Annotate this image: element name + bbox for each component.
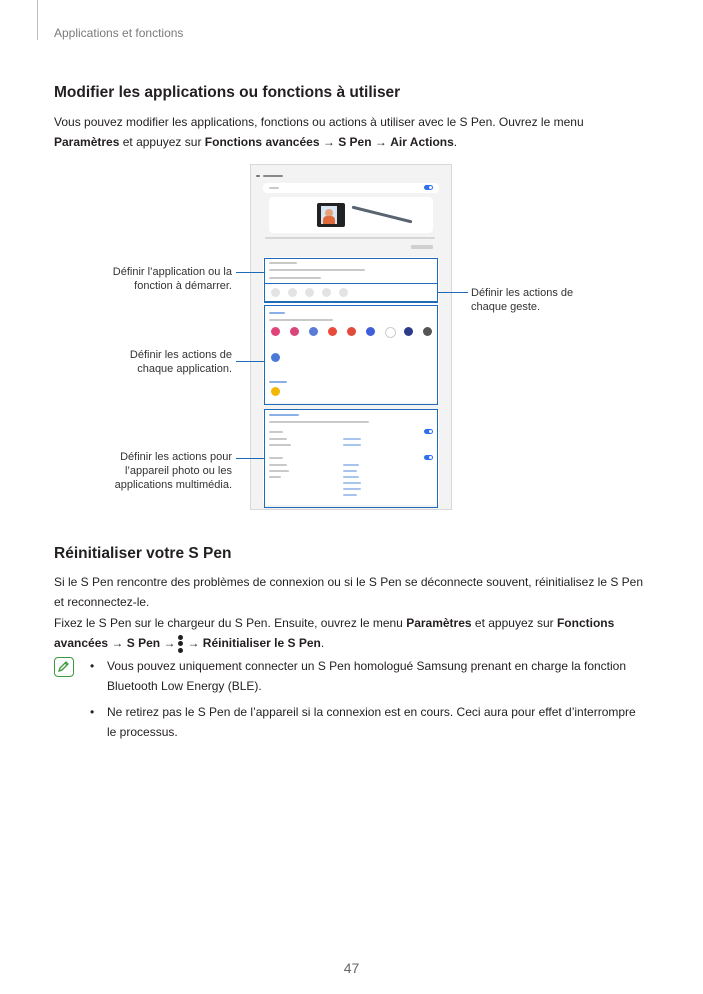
- menu-path-advanced: Fonctions: [556, 616, 615, 630]
- person-illustration: [323, 216, 335, 224]
- menu-path-advanced: Fonctions avancées: [204, 135, 320, 149]
- toggle-switch: [424, 185, 433, 190]
- highlight-gestures: [264, 283, 438, 303]
- text-span: et appuyez sur: [119, 135, 205, 149]
- menu-path-settings: Paramètres: [406, 616, 472, 630]
- text-span: Fixez le S Pen sur le chargeur du S Pen. Ensuite, ouvrez le menu: [54, 616, 407, 630]
- section-title-modify: Modifier les applications ou fonctions à utiliser: [54, 84, 401, 101]
- text-span: et appuyez sur: [471, 616, 557, 630]
- callout-line: chaque application.: [137, 363, 232, 375]
- bullet: •: [90, 659, 95, 673]
- callout-line: Définir les actions de: [471, 287, 574, 299]
- paragraph-line: [54, 613, 684, 633]
- callout-line: Définir l’application ou la: [112, 266, 232, 278]
- note-list: [90, 656, 680, 742]
- section1-paragraph: [54, 112, 674, 152]
- menu-path-air-actions: Air Actions: [390, 135, 454, 149]
- paragraph-line: Si le S Pen rencontre des problèmes de connexion ou si le S Pen se déconnecte souvent, réinitialisez le S Pen: [54, 575, 644, 589]
- text-line: [269, 187, 279, 189]
- illustration-card: [269, 197, 433, 233]
- leader-line: [236, 361, 264, 362]
- callout-line: l’appareil photo ou les: [124, 465, 232, 477]
- leader-line: [236, 458, 264, 459]
- list-item-line: Bluetooth Low Energy (BLE).: [107, 679, 262, 693]
- callout-gestures: [471, 286, 621, 314]
- highlight-camera-media: [264, 409, 438, 508]
- leader-line: [438, 292, 468, 293]
- highlight-per-app: [264, 305, 438, 405]
- arrow-glyph: →: [374, 135, 387, 149]
- callout-line: fonction à démarrer.: [134, 280, 232, 292]
- text-line: [265, 237, 435, 239]
- master-toggle-card: [263, 183, 439, 193]
- callout-camera-media: [60, 450, 232, 492]
- phone-illustration: [317, 203, 345, 227]
- running-header: Applications et fonctions: [54, 26, 184, 40]
- list-item-line: Vous pouvez uniquement connecter un S Pen homologué Samsung prenant en charge la fonction: [107, 659, 627, 673]
- small-button: [411, 245, 433, 249]
- paragraph-line: et reconnectez-le.: [54, 595, 150, 609]
- menu-path-spen: S Pen: [126, 636, 161, 650]
- note-icon: [54, 657, 74, 677]
- spen-illustration: [352, 206, 413, 224]
- section2-paragraph1: [54, 572, 684, 612]
- text-span: .: [320, 636, 325, 650]
- more-options-icon: [178, 635, 184, 653]
- section2-paragraph2: [54, 613, 684, 653]
- paragraph-line: Vous pouvez modifier les applications, fonctions ou actions à utiliser avec le S Pen. Ouvrez le menu: [54, 115, 584, 129]
- back-icon: [256, 175, 260, 177]
- page-number: 47: [343, 960, 360, 976]
- list-item: [90, 702, 680, 742]
- menu-path-advanced-cont: avancées: [54, 636, 109, 650]
- screen-title-bar: [263, 175, 283, 177]
- list-item: [90, 656, 680, 696]
- leader-line: [236, 272, 264, 273]
- margin-rule: [37, 0, 38, 40]
- paragraph-line: [54, 132, 674, 152]
- callout-line: chaque geste.: [471, 301, 541, 313]
- list-item-line: le processus.: [107, 725, 178, 739]
- menu-path-reset: Réinitialiser le S Pen: [202, 636, 321, 650]
- arrow-glyph: →: [111, 636, 124, 650]
- camera-preview: [321, 206, 337, 224]
- callout-line: Définir les actions pour: [120, 451, 232, 463]
- arrow-glyph: →: [322, 135, 335, 149]
- callout-app-launch: [60, 265, 232, 293]
- callout-per-app: [60, 348, 232, 376]
- pencil-icon: [55, 658, 72, 675]
- paragraph-line: [54, 633, 684, 653]
- menu-path-settings: Paramètres: [54, 135, 120, 149]
- menu-path-spen: S Pen: [338, 135, 372, 149]
- callout-line: Définir les actions de: [129, 349, 232, 361]
- section-title-reset: Réinitialiser votre S Pen: [54, 545, 232, 562]
- arrow-glyph: →: [187, 636, 200, 650]
- callout-line: applications multimédia.: [114, 479, 232, 491]
- bullet: •: [90, 705, 95, 719]
- arrow-glyph: →: [163, 636, 176, 650]
- list-item-line: Ne retirez pas le S Pen de l’appareil si la connexion est en cours. Ceci aura pour effet d’interrompre: [107, 705, 636, 719]
- text-span: .: [453, 135, 458, 149]
